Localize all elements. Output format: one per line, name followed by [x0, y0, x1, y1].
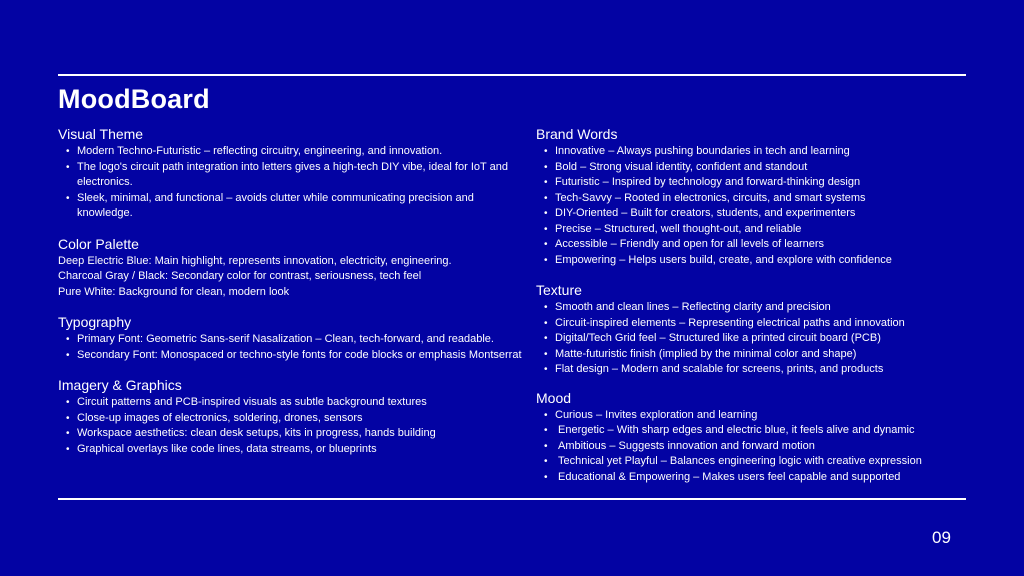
list-item: • Tech-Savvy – Rooted in electronics, circuits, and smart systems: [555, 191, 996, 207]
section-imagery: [58, 377, 528, 457]
list-item: • Secondary Font: Monospaced or techno-style fonts for code blocks or emphasis Montserrat: [77, 348, 528, 364]
list-item: • Precise – Structured, well thought-out, and reliable: [555, 222, 996, 238]
list-item: • Graphical overlays like code lines, data streams, or blueprints: [77, 442, 528, 458]
section-heading: Typography: [58, 314, 132, 330]
list-item: • Sleek, minimal, and functional – avoids clutter while communicating precision and knowledge.: [77, 191, 528, 222]
list-item: • Close-up images of electronics, soldering, drones, sensors: [77, 411, 528, 427]
list-item: • DIY-Oriented – Built for creators, students, and experimenters: [555, 206, 996, 222]
page-title: MoodBoard: [58, 84, 210, 114]
bullet-list: [58, 332, 528, 363]
list-item: • Futuristic – Inspired by technology and forward-thinking design: [555, 175, 996, 191]
list-item: • Digital/Tech Grid feel – Structured like a printed circuit board (PCB): [555, 331, 996, 347]
list-item: • Energetic – With sharp edges and electric blue, it feels alive and dynamic: [555, 423, 996, 439]
section-visual-theme: [58, 126, 528, 222]
page-number: 09: [932, 528, 951, 547]
section-heading: Mood: [536, 389, 572, 406]
list-item: • Technical yet Playful – Balances engineering logic with creative expression: [555, 454, 996, 470]
palette-line: Deep Electric Blue: Main highlight, represents innovation, electricity, engineering.: [58, 254, 452, 267]
list-item: • Matte-futuristic finish (implied by the minimal color and shape): [555, 347, 996, 363]
section-heading: Brand Words: [536, 126, 618, 142]
palette-line: Charcoal Gray / Black: Secondary color for contrast, seriousness, tech feel: [58, 270, 422, 282]
list-item: • Curious – Invites exploration and learning: [555, 408, 996, 424]
bullet-list: [536, 144, 996, 268]
section-heading: Color Palette: [58, 235, 139, 252]
bullet-list: [58, 144, 528, 222]
section-mood: [536, 390, 996, 486]
list-item: • Circuit patterns and PCB-inspired visuals as subtle background textures: [77, 395, 528, 411]
top-divider: [58, 74, 966, 76]
list-item: • Smooth and clean lines – Reflecting clarity and precision: [555, 300, 996, 316]
list-item: • The logo's circuit path integration into letters gives a high-tech DIY vibe, ideal for IoT and electronics.: [77, 160, 528, 191]
bullet-list: [536, 300, 996, 378]
bullet-list: [58, 395, 528, 457]
section-heading: Texture: [536, 282, 582, 298]
bottom-divider: [58, 498, 966, 500]
section-heading: Visual Theme: [58, 126, 144, 142]
section-typography: [58, 314, 528, 363]
section-brand-words: [536, 126, 996, 268]
list-item: • Workspace aesthetics: clean desk setups, kits in progress, hands building: [77, 426, 528, 442]
list-item: • Circuit-inspired elements – Representing electrical paths and innovation: [555, 316, 996, 332]
list-item: • Primary Font: Geometric Sans-serif Nasalization – Clean, tech-forward, and readable.: [77, 332, 528, 348]
list-item: • Flat design – Modern and scalable for screens, prints, and products: [555, 362, 996, 378]
bullet-list: [536, 408, 996, 486]
list-item: • Educational & Empowering – Makes users feel capable and supported: [555, 470, 996, 486]
palette-line: Pure White: Background for clean, modern look: [58, 285, 290, 298]
list-item: • Accessible – Friendly and open for all levels of learners: [555, 237, 996, 253]
list-item: • Innovative – Always pushing boundaries in tech and learning: [555, 144, 996, 160]
list-item: • Ambitious – Suggests innovation and forward motion: [555, 439, 996, 455]
section-texture: [536, 282, 996, 378]
left-column: [58, 126, 528, 457]
list-item: • Empowering – Helps users build, create, and explore with confidence: [555, 253, 996, 269]
list-item: • Bold – Strong visual identity, confident and standout: [555, 160, 996, 176]
list-item: • Modern Techno-Futuristic – reflecting circuitry, engineering, and innovation.: [77, 144, 528, 160]
section-color-palette: [58, 236, 528, 301]
right-column: [536, 126, 996, 485]
section-heading: Imagery & Graphics: [58, 377, 182, 393]
